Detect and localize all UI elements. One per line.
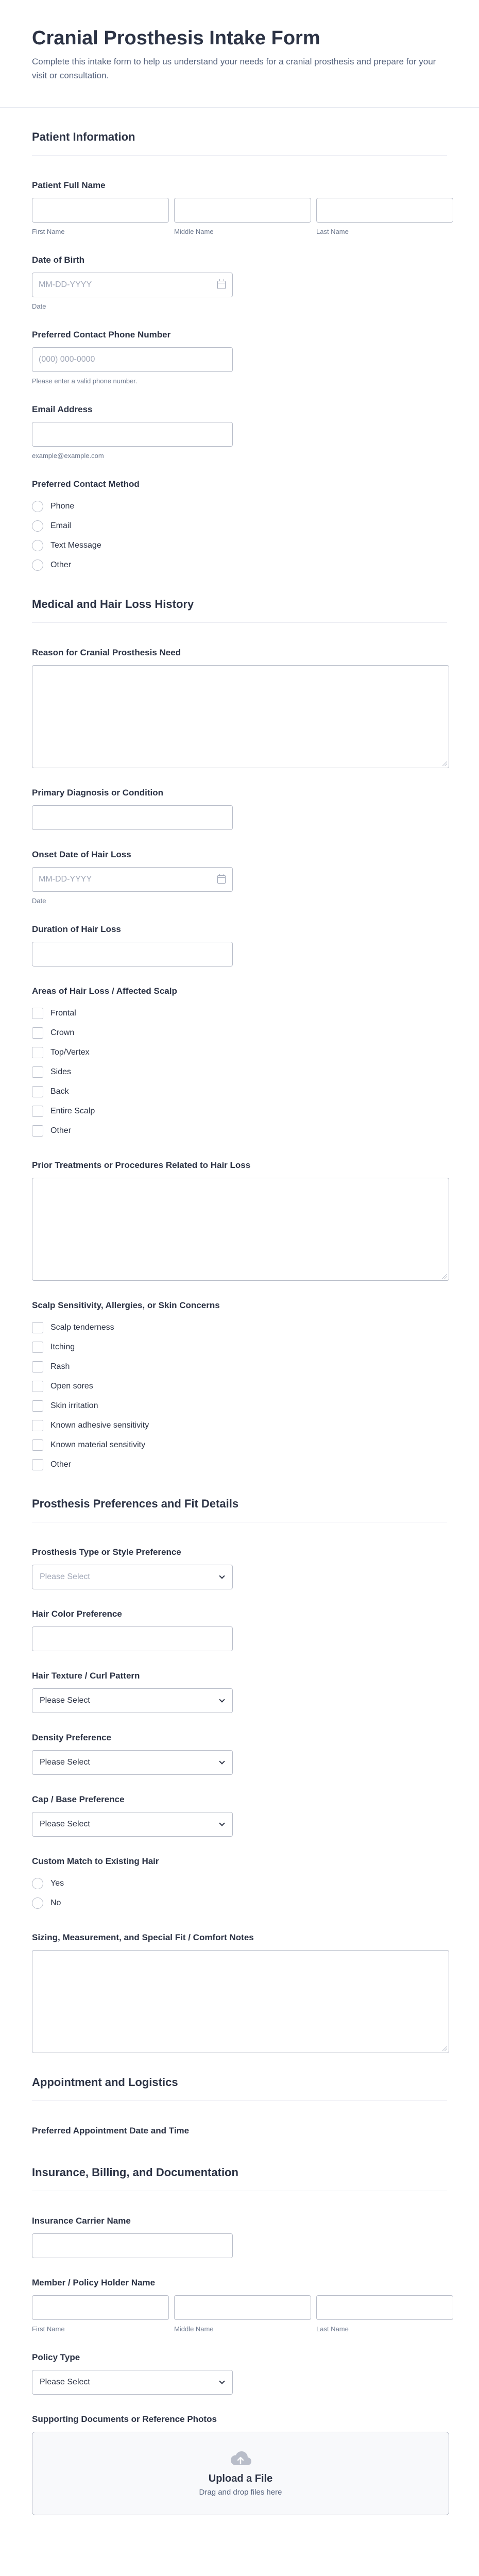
field-label: Sizing, Measurement, and Special Fit / Comfort Notes xyxy=(32,1932,254,1942)
chevron-down-icon xyxy=(219,1573,225,1579)
cap-base-select[interactable] xyxy=(32,1812,233,1837)
section-header xyxy=(32,2143,447,2191)
field-density xyxy=(32,1713,447,1775)
checkbox-option[interactable] xyxy=(32,1121,447,1141)
calendar-icon[interactable] xyxy=(217,875,226,884)
option-label: Yes xyxy=(50,1878,64,1888)
field-label: Supporting Documents or Reference Photos xyxy=(32,2414,217,2424)
section-header xyxy=(32,2053,447,2101)
field-scalp-sensitivity xyxy=(32,1281,447,1475)
section-header xyxy=(32,108,447,156)
upload-subtitle: Drag and drop files here xyxy=(199,2487,282,2497)
field-date-of-birth xyxy=(32,235,447,310)
option-label: Known adhesive sensitivity xyxy=(50,1420,149,1430)
checkbox[interactable] xyxy=(32,1086,43,1097)
field-email xyxy=(32,385,447,460)
chevron-down-icon xyxy=(219,1820,225,1826)
sublabel: Date xyxy=(32,896,46,905)
field-prosthesis-type xyxy=(32,1528,447,1589)
radio-option[interactable] xyxy=(32,555,447,575)
calendar-icon[interactable] xyxy=(217,281,226,289)
field-hair-color xyxy=(32,1589,447,1651)
section-title: Appointment and Logistics xyxy=(32,2075,178,2089)
field-label: Hair Color Preference xyxy=(32,1608,122,1619)
last-name-input[interactable] xyxy=(316,198,453,223)
prior-treatments-textarea[interactable] xyxy=(32,1178,449,1281)
option-label: Skin irritation xyxy=(50,1401,98,1410)
file-upload-dropzone[interactable] xyxy=(32,2432,449,2515)
field-label: Patient Full Name xyxy=(32,180,106,190)
checkbox-option[interactable] xyxy=(32,1101,447,1121)
form-description: Complete this intake form to help us understand your needs for a cranial prosthesis and prepare for your visit or consultation. xyxy=(32,56,436,80)
sublabel: Date xyxy=(32,302,46,310)
cloud-upload-icon xyxy=(228,2450,253,2468)
field-cap-base xyxy=(32,1775,447,1837)
field-label: Member / Policy Holder Name xyxy=(32,2277,156,2287)
diagnosis-input[interactable] xyxy=(32,805,233,830)
section-title: Prosthesis Preferences and Fit Details xyxy=(32,1497,239,1510)
field-label: Density Preference xyxy=(32,1732,112,1742)
field-policy-type xyxy=(32,2333,447,2395)
checkbox[interactable] xyxy=(32,1342,43,1353)
checkbox[interactable] xyxy=(32,1047,43,1058)
checkbox[interactable] xyxy=(32,1322,43,1333)
section-header xyxy=(32,1475,447,1522)
field-label: Policy Type xyxy=(32,2352,80,2362)
option-label: Known material sensitivity xyxy=(50,1440,146,1449)
checkbox[interactable] xyxy=(32,1459,43,1470)
upload-title: Upload a File xyxy=(208,2472,273,2484)
section-insurance xyxy=(0,2143,479,2515)
field-label: Prior Treatments or Procedures Related to Hair Loss xyxy=(32,1160,251,1170)
sublabel: Please enter a valid phone number. xyxy=(32,377,138,385)
sublabel: Middle Name xyxy=(174,227,214,235)
checkbox[interactable] xyxy=(32,1027,43,1039)
field-label: Prosthesis Type or Style Preference xyxy=(32,1547,181,1557)
option-label: Scalp tenderness xyxy=(50,1323,114,1332)
sublabel: Last Name xyxy=(316,227,349,235)
name-row xyxy=(32,2295,447,2333)
field-prior-treatments xyxy=(32,1141,447,1281)
duration-input[interactable] xyxy=(32,942,233,967)
holder-last-name-input[interactable] xyxy=(316,2295,453,2320)
checkbox[interactable] xyxy=(32,1420,43,1431)
field-onset-date xyxy=(32,830,447,905)
field-appointment-date xyxy=(32,2106,447,2136)
field-phone xyxy=(32,310,447,385)
field-contact-method xyxy=(32,460,447,575)
section-patient-information xyxy=(0,108,479,575)
radio-button[interactable] xyxy=(32,501,43,512)
field-label: Hair Texture / Curl Pattern xyxy=(32,1670,140,1681)
field-label: Primary Diagnosis or Condition xyxy=(32,787,164,798)
field-diagnosis xyxy=(32,768,447,830)
option-label: Sides xyxy=(50,1067,72,1076)
hair-color-input[interactable] xyxy=(32,1626,233,1651)
option-label: Top/Vertex xyxy=(50,1047,90,1057)
checkbox-option[interactable] xyxy=(32,1004,447,1023)
chevron-down-icon xyxy=(219,2378,225,2384)
option-label: Text Message xyxy=(50,540,101,550)
field-insurance-carrier xyxy=(32,2196,447,2258)
option-label: Other xyxy=(50,1460,72,1469)
sublabel: First Name xyxy=(32,227,65,235)
radio-button[interactable] xyxy=(32,540,43,551)
field-label: Onset Date of Hair Loss xyxy=(32,849,131,859)
checkbox[interactable] xyxy=(32,1381,43,1392)
field-label: Custom Match to Existing Hair xyxy=(32,1856,159,1866)
prosthesis-type-select[interactable] xyxy=(32,1565,233,1589)
checkbox[interactable] xyxy=(32,1125,43,1137)
checkbox-option[interactable] xyxy=(32,1396,447,1416)
checkbox-option[interactable] xyxy=(32,1435,447,1455)
checkbox[interactable] xyxy=(32,1008,43,1019)
field-custom-match xyxy=(32,1837,447,1913)
field-supporting-documents xyxy=(32,2395,447,2515)
checkbox[interactable] xyxy=(32,1361,43,1372)
field-patient-full-name xyxy=(32,161,447,235)
sublabel: Last Name xyxy=(316,2325,349,2333)
option-label: No xyxy=(50,1898,61,1907)
field-label: Areas of Hair Loss / Affected Scalp xyxy=(32,986,177,996)
sublabel: First Name xyxy=(32,2325,65,2333)
checkbox-option[interactable] xyxy=(32,1023,447,1043)
hair-texture-select[interactable] xyxy=(32,1688,233,1713)
select-value: Please Select xyxy=(40,1572,90,1581)
checkbox-option[interactable] xyxy=(32,1416,447,1435)
option-label: Other xyxy=(50,1126,72,1135)
option-label: Other xyxy=(50,560,72,569)
checkbox-option[interactable] xyxy=(32,1062,447,1082)
holder-middle-name-input[interactable] xyxy=(174,2295,311,2320)
select-value: Please Select xyxy=(40,1696,90,1705)
phone-input[interactable] xyxy=(32,347,233,372)
radio-option[interactable] xyxy=(32,1893,447,1913)
field-label: Cap / Base Preference xyxy=(32,1794,125,1804)
section-title: Medical and Hair Loss History xyxy=(32,597,194,611)
option-label: Open sores xyxy=(50,1381,93,1391)
field-duration xyxy=(32,905,447,967)
radio-button[interactable] xyxy=(32,560,43,571)
option-label: Phone xyxy=(50,501,75,511)
section-preferences xyxy=(0,1475,479,2053)
section-title: Insurance, Billing, and Documentation xyxy=(32,2165,238,2179)
insurance-carrier-input[interactable] xyxy=(32,2233,233,2258)
checkbox-option[interactable] xyxy=(32,1043,447,1062)
section-title: Patient Information xyxy=(32,130,135,143)
checkbox-option[interactable] xyxy=(32,1377,447,1396)
middle-name-input[interactable] xyxy=(174,198,311,223)
field-label: Duration of Hair Loss xyxy=(32,924,121,934)
checkbox[interactable] xyxy=(32,1439,43,1451)
fit-notes-textarea[interactable] xyxy=(32,1950,449,2053)
email-input[interactable] xyxy=(32,422,233,447)
first-name-input[interactable] xyxy=(32,198,169,223)
sublabel: Middle Name xyxy=(174,2325,214,2333)
field-areas xyxy=(32,967,447,1141)
option-label: Itching xyxy=(50,1342,75,1351)
field-label: Preferred Contact Method xyxy=(32,479,140,489)
option-label: Entire Scalp xyxy=(50,1106,95,1115)
select-value: Please Select xyxy=(40,1819,90,1828)
checkbox-option[interactable] xyxy=(32,1337,447,1357)
field-label: Insurance Carrier Name xyxy=(32,2215,131,2226)
field-label: Reason for Cranial Prosthesis Need xyxy=(32,647,181,657)
radio-option[interactable] xyxy=(32,536,447,555)
field-label: Preferred Appointment Date and Time xyxy=(32,2125,190,2136)
form-header xyxy=(0,0,479,108)
radio-option[interactable] xyxy=(32,1874,447,1893)
dob-input[interactable] xyxy=(32,273,233,297)
option-label: Email xyxy=(50,521,72,530)
onset-date-input[interactable] xyxy=(32,867,233,892)
field-fit-notes xyxy=(32,1913,447,2053)
checkbox-option[interactable] xyxy=(32,1082,447,1101)
radio-button[interactable] xyxy=(32,520,43,532)
checkbox[interactable] xyxy=(32,1400,43,1412)
field-label: Scalp Sensitivity, Allergies, or Skin Concerns xyxy=(32,1300,220,1310)
field-label: Date of Birth xyxy=(32,255,84,265)
select-value: Please Select xyxy=(40,1757,90,1767)
checkbox-option[interactable] xyxy=(32,1318,447,1337)
section-appointment xyxy=(0,2053,479,2136)
policy-type-select[interactable] xyxy=(32,2370,233,2395)
radio-option[interactable] xyxy=(32,497,447,516)
chevron-down-icon xyxy=(219,1758,225,1764)
option-label: Rash xyxy=(50,1362,70,1371)
checkbox-option[interactable] xyxy=(32,1357,447,1377)
section-header xyxy=(32,575,447,623)
chevron-down-icon xyxy=(219,1697,225,1702)
holder-first-name-input[interactable] xyxy=(32,2295,169,2320)
option-label: Back xyxy=(50,1087,69,1096)
reason-textarea[interactable] xyxy=(32,665,449,768)
radio-button[interactable] xyxy=(32,1897,43,1909)
radio-button[interactable] xyxy=(32,1878,43,1889)
name-row xyxy=(32,198,447,235)
field-hair-texture xyxy=(32,1651,447,1713)
field-label: Email Address xyxy=(32,404,93,414)
section-medical-history xyxy=(0,575,479,1475)
checkbox-option[interactable] xyxy=(32,1455,447,1475)
checkbox[interactable] xyxy=(32,1106,43,1117)
option-label: Frontal xyxy=(50,1008,76,1018)
field-label: Preferred Contact Phone Number xyxy=(32,329,171,340)
sublabel: example@example.com xyxy=(32,451,104,460)
radio-option[interactable] xyxy=(32,516,447,536)
density-select[interactable] xyxy=(32,1750,233,1775)
checkbox[interactable] xyxy=(32,1066,43,1078)
option-label: Crown xyxy=(50,1028,75,1037)
select-value: Please Select xyxy=(40,2377,90,2386)
field-reason xyxy=(32,628,447,768)
field-policy-holder xyxy=(32,2258,447,2333)
form-title: Cranial Prosthesis Intake Form xyxy=(32,27,320,49)
